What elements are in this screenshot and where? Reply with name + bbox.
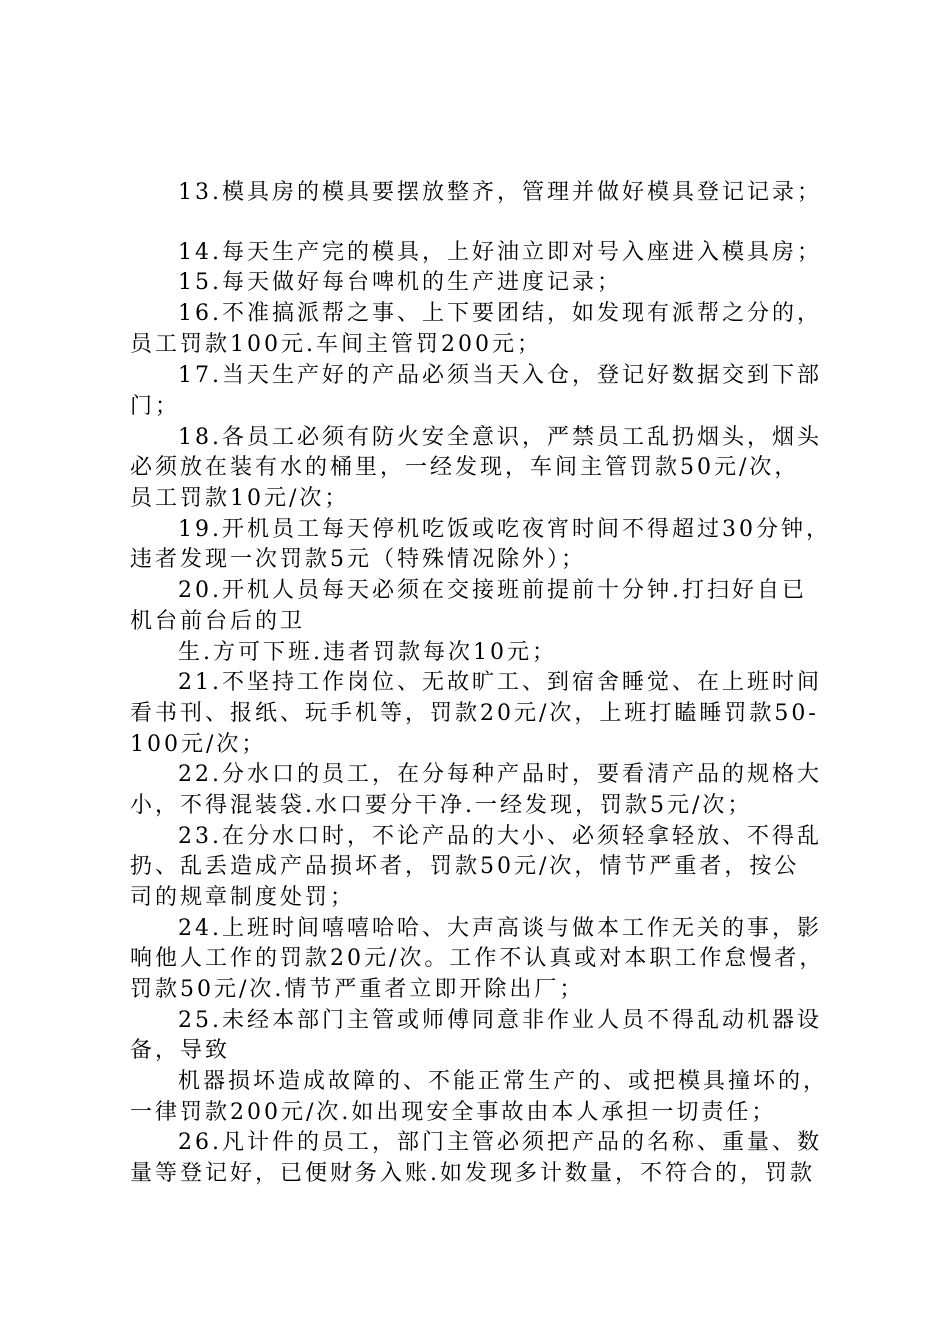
text-line: 必须放在装有水的桶里，一经发现，车间主管罚款50元/次， [130,455,800,480]
text-line: 13.模具房的模具要摆放整齐，管理并做好模具登记记录； [178,180,822,205]
text-line: 24.上班时间嘻嘻哈哈、大声高谈与做本工作无关的事，影 [178,916,822,941]
text-line: 罚款50元/次.情节严重者立即开除出厂； [130,977,585,1002]
text-line: 违者发现一次罚款5元（特殊情况除外）； [130,547,586,572]
text-line: 26.凡计件的员工，部门主管必须把产品的名称、重量、数 [178,1130,822,1155]
text-line: 小，不得混装袋.水口要分干净.一经发现，罚款5元/次； [130,793,753,818]
text-line: 司的规章制度处罚； [130,885,356,910]
text-line: 16.不准搞派帮之事、上下要团结，如发现有派帮之分的， [178,301,822,326]
text-line: 19.开机员工每天停机吃饭或吃夜宵时间不得超过30分钟， [178,517,831,542]
text-line: 扔、乱丢造成产品损坏者，罚款50元/次，情节严重者，按公 [130,854,800,879]
text-line: 23.在分水口时，不论产品的大小、必须轻拿轻放、不得乱 [178,824,822,849]
text-line: 15.每天做好每台啤机的生产进度记录； [178,270,622,295]
text-line: 门； [130,394,181,419]
text-line: 备，导致 [130,1038,231,1063]
text-line: 22.分水口的员工，在分每种产品时，要看清产品的规格大 [178,762,822,787]
text-line: 员工罚款10元/次； [130,486,350,511]
text-line: 生.方可下班.违者罚款每次10元； [178,640,557,665]
text-line: 18.各员工必须有防火安全意识，严禁员工乱扔烟头，烟头 [178,425,822,450]
text-line: 量等登记好，已便财务入账.如发现多计数量，不符合的，罚款 [130,1161,815,1186]
text-line: 一律罚款200元/次.如出现安全事故由本人承担一切责任； [130,1100,777,1125]
text-line: 25.未经本部门主管或师傅同意非作业人员不得乱动机器设 [178,1008,822,1033]
text-line: 员工罚款100元.车间主管罚200元； [130,332,542,357]
text-line: 机台前台后的卫 [130,609,306,634]
text-line: 21.不坚持工作岗位、无故旷工、到宿舍睡觉、在上班时间 [178,670,822,695]
text-line: 14.每天生产完的模具，上好油立即对号入座进入模具房； [178,240,822,265]
text-line: 100元/次； [130,732,267,757]
text-line: 看书刊、报纸、玩手机等，罚款20元/次，上班打瞌睡罚款50- [130,701,819,726]
text-line: 17.当天生产好的产品必须当天入仓，登记好数据交到下部 [178,363,822,388]
text-line: 20.开机人员每天必须在交接班前提前十分钟.打扫好自已 [178,578,807,603]
text-line: 响他人工作的罚款20元/次。工作不认真或对本职工作怠慢者， [130,946,825,971]
text-line: 机器损坏造成故障的、不能正常生产的、或把模具撞坏的， [178,1069,829,1094]
